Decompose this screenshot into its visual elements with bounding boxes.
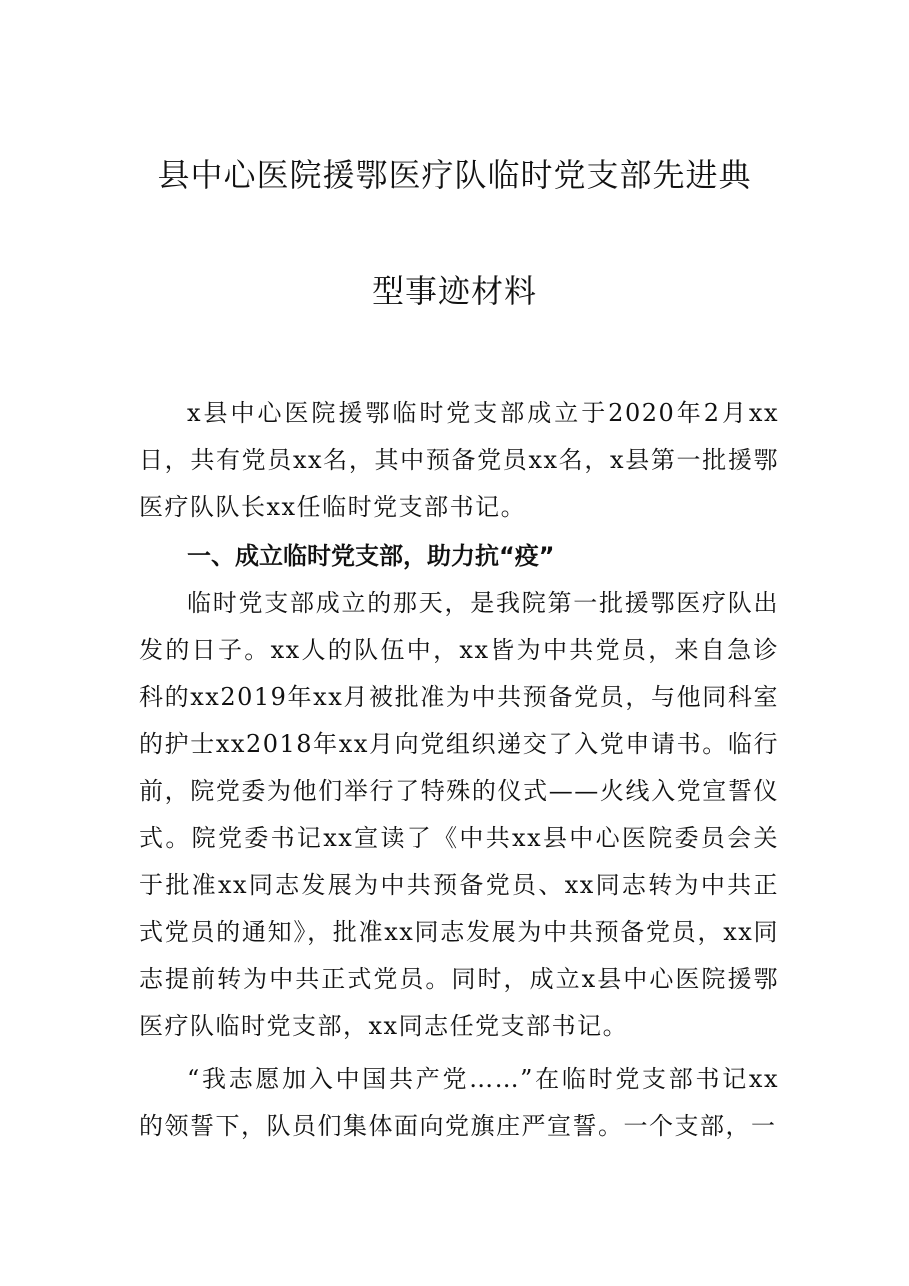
section-heading: 一、成立临时党支部，助力抗“疫”	[187, 542, 555, 570]
document-title-line-2: 型事迹材料	[371, 272, 537, 310]
body-paragraph: 临时党支部成立的那天，是我院第一批援鄂医疗队出发的日子。xx人的队伍中，xx皆为中共党员，来自急诊科的xx2019年xx月被批准为中共预备党员，与他同科室的护士xx2018年xx月向党组织递交了入党申请书。临行前，院党委为他们举行了特殊的仪式——火线入党宣誓仪式。院党委书记xx宣读了《中共xx县中心医院委员会关于批准xx同志发展为中共预备党员、xx同志转为中共正式党员的通知》，批准xx同志发展为中共预备党员，xx同志提前转为中共正式党员。同时，成立x县中心医院援鄂医疗队临时党支部，xx同志任党支部书记。	[139, 589, 779, 1040]
intro-paragraph: x县中心医院援鄂临时党支部成立于2020年2月xx日，共有党员xx名，其中预备党员xx名，x县第一批援鄂医疗队队长xx任临时党支部书记。	[139, 399, 779, 521]
document-title-line-1: 县中心医院援鄂医疗队临时党支部先进典	[157, 156, 752, 194]
body-paragraph-continued: “我志愿加入中国共产党……”在临时党支部书记xx的领誓下，队员们集体面向党旗庄严宣誓。一个支部，一	[139, 1065, 779, 1140]
